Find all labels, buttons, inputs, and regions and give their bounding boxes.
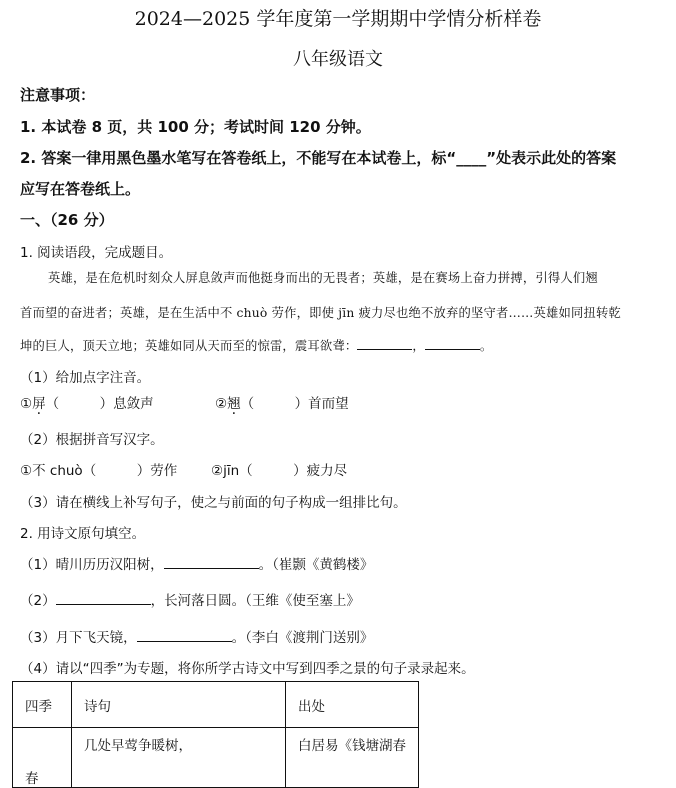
answer-blank <box>357 337 412 350</box>
fill-line-text: （1）晴川历历汉阳树， <box>20 557 164 573</box>
sub-question-2-item-b: ②jīn（ ）疲力尽 <box>211 463 348 479</box>
fill-line-source: 。（李白《渡荆门送别》 <box>231 630 374 646</box>
dotted-character: 屏 <box>32 396 46 412</box>
question-2-prompt: 2. 用诗文原句填空。 <box>20 526 146 542</box>
sub-question-2-label: （2）根据拼音写汉字。 <box>20 432 164 448</box>
answer-blank <box>425 337 480 350</box>
table-header-cell: 四季 <box>13 682 72 728</box>
sub-question-3-label: （3）请在横线上补写句子，使之与前面的句子构成一组排比句。 <box>20 495 407 511</box>
passage-line-3-text: 坤的巨人，顶天立地；英雄如同从天而至的惊雷，震耳欲聋： <box>20 339 358 353</box>
passage-end: 。 <box>479 339 493 353</box>
passage-line-3 <box>20 336 492 354</box>
table-header-row <box>13 682 419 728</box>
table-cell: 春 <box>13 728 72 788</box>
dotted-character: 翘 <box>227 396 241 412</box>
notice-item-2: 2. 答案一律用黑色墨水笔写在答卷纸上，不能写在本试卷上，标“____”处表示此处的答案 <box>20 149 617 167</box>
table-cell: 几处早莺争暖树， <box>72 728 286 788</box>
fill-line-text: （3）月下飞天镜， <box>20 630 137 646</box>
question-1-prompt: 1. 阅读语段，完成题目。 <box>20 245 173 261</box>
fill-line-source: 。（崔颢《黄鹤楼》 <box>258 557 374 573</box>
notice-heading: 注意事项： <box>20 86 96 104</box>
section-heading: 一、（26 分） <box>20 211 114 229</box>
fill-line-3 <box>20 626 373 646</box>
answer-blank <box>56 592 151 605</box>
table-row <box>13 728 419 788</box>
item-number: ② <box>215 396 228 412</box>
page-title: 2024—2025 学年度第一学期期中学情分析样卷 <box>134 8 542 30</box>
fill-line-source: ，长河落日圆。（王维《使至塞上》 <box>150 593 360 609</box>
seasons-table <box>12 681 419 788</box>
fill-line-2 <box>20 589 360 609</box>
table-cell: 白居易《钱塘湖春 <box>286 728 419 788</box>
table-header-cell: 诗句 <box>72 682 286 728</box>
answer-blank <box>164 556 259 569</box>
page-subtitle: 八年级语文 <box>293 49 383 70</box>
notice-item-1: 1. 本试卷 8 页，共 100 分；考试时间 120 分钟。 <box>20 118 371 136</box>
fill-line-text: （2） <box>20 593 56 609</box>
answer-parentheses: （ ） <box>45 396 114 412</box>
sub-question-1-item-a <box>20 392 154 412</box>
passage-line-2: 首而望的奋进者；英雄，是在生活中不 chuò 劳作，即使 jīn 疲力尽也绝不放弃的坚守者……英雄如同扭转乾 <box>20 306 621 320</box>
passage-line-1: 英雄，是在危机时刻众人屏息敛声而他挺身而出的无畏者；英雄，是在赛场上奋力拼搏，引得人们翘 <box>48 271 598 285</box>
notice-item-2-cont: 应写在答卷纸上。 <box>20 180 141 198</box>
fill-line-4: （4）请以“四季”为专题，将你所学古诗文中写到四季之景的句子录录起来。 <box>20 661 475 677</box>
passage-separator: ， <box>412 339 425 353</box>
item-rest: 首而望 <box>308 396 349 412</box>
answer-parentheses: （ ） <box>240 396 309 412</box>
sub-question-2-item-a: ①不 chuò（ ）劳作 <box>20 463 178 479</box>
answer-blank <box>137 629 232 642</box>
item-rest: 息敛声 <box>113 396 154 412</box>
sub-question-1-item-b <box>215 392 349 412</box>
item-number: ① <box>20 396 33 412</box>
sub-question-1-label: （1）给加点字注音。 <box>20 370 151 386</box>
fill-line-1 <box>20 553 373 573</box>
table-header-cell: 出处 <box>286 682 419 728</box>
